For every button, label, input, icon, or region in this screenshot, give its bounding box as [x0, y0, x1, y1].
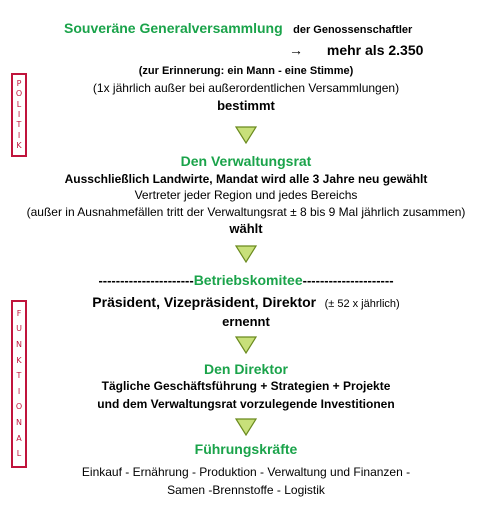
- executives-line-1: Einkauf - Ernährung - Produktion - Verwaltung und Finanzen -: [81, 465, 411, 479]
- committee-members: Präsident, Vizepräsident, Direktor: [92, 294, 317, 310]
- down-arrow-icon: [235, 126, 257, 144]
- down-arrow-icon: [235, 418, 257, 436]
- assembly-subtitle: der Genossenschaftler: [293, 24, 413, 36]
- committee-verb: ernennt: [222, 314, 270, 329]
- committee-title: Betriebskomitee: [193, 272, 303, 288]
- down-arrow-icon: [235, 336, 257, 354]
- politik-letter: I: [17, 130, 21, 140]
- director-title: Den Direktor: [203, 361, 289, 377]
- assembly-frequency: (1x jährlich außer bei außerordentlichen Versammlungen): [92, 81, 400, 95]
- member-count-row: [289, 42, 423, 58]
- board-verb: wählt: [229, 221, 263, 236]
- committee-header: [0, 272, 492, 290]
- down-arrow-icon: [235, 245, 257, 263]
- politik-letter: K: [16, 140, 22, 150]
- member-count: mehr als 2.350: [326, 42, 424, 58]
- politik-letter: P: [16, 79, 22, 89]
- board-line-1: Ausschließlich Landwirte, Mandat wird alle 3 Jahre neu gewählt: [64, 172, 428, 186]
- funktional-letter: K: [16, 355, 22, 365]
- director-line-2: und dem Verwaltungsrat vorzulegende Investitionen: [97, 397, 395, 411]
- politik-letter: I: [17, 109, 21, 119]
- funktional-letter: N: [16, 339, 22, 349]
- board-title: Den Verwaltungsrat: [180, 153, 312, 169]
- funktional-letter: T: [16, 371, 22, 381]
- board-line-3: (außer in Ausnahmefällen tritt der Verwaltungsrat ± 8 bis 9 Mal jährlich zusammen): [26, 205, 466, 219]
- assembly-verb: bestimmt: [217, 98, 275, 113]
- politik-letter: O: [15, 89, 23, 99]
- right-arrow-icon: →: [289, 42, 303, 58]
- assembly-title: Souveräne Generalversammlung: [64, 20, 283, 36]
- director-line-1: Tägliche Geschäftsführung + Strategien + Projekte: [101, 379, 391, 393]
- committee-dashes-left: ----------------------: [98, 273, 194, 288]
- funktional-letter: F: [16, 308, 22, 318]
- executives-title: Führungskräfte: [194, 441, 298, 457]
- assembly-header: [64, 20, 412, 38]
- committee-members-row: [0, 294, 492, 312]
- assembly-reminder: (zur Erinnerung: ein Mann - eine Stimme): [138, 65, 354, 77]
- funktional-letter: A: [16, 433, 22, 443]
- executives-line-2: Samen -Brennstoffe - Logistik: [167, 483, 325, 497]
- board-line-2: Vertreter jeder Region und jedes Bereichs: [134, 188, 358, 202]
- committee-dashes-right: ---------------------: [302, 273, 394, 288]
- politik-letter: L: [16, 99, 22, 109]
- committee-frequency: (± 52 x jährlich): [324, 298, 400, 310]
- funktional-letter: U: [16, 324, 22, 334]
- funktional-letter: L: [16, 449, 22, 459]
- funktional-letter: I: [17, 386, 21, 396]
- funktional-letter: N: [16, 417, 22, 427]
- funktional-letter: O: [15, 402, 23, 412]
- politik-letter: T: [16, 120, 22, 130]
